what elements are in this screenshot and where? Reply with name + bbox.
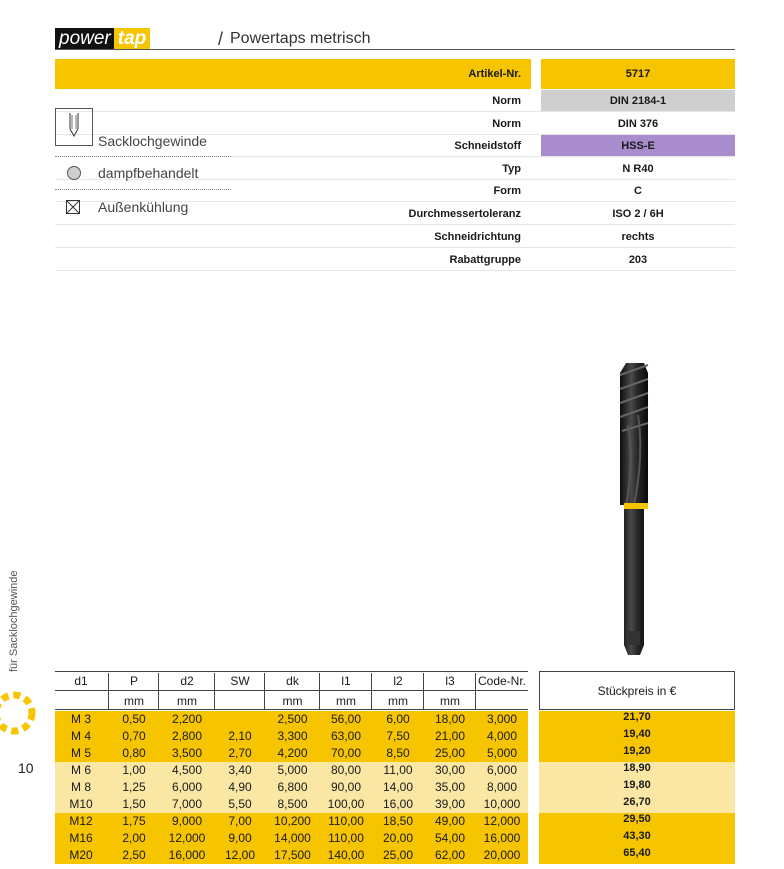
spec-label: Artikel-Nr. [468,68,521,80]
table-cell: 0,70 [122,729,146,743]
table-cell: 11,00 [383,763,413,777]
spec-value: DIN 376 [617,118,659,130]
table-cell: 2,200 [171,712,203,726]
column-divider [108,673,109,709]
spec-value: rechts [621,231,655,243]
spec-label: Norm [492,95,521,107]
logo-tap: tap [114,28,151,49]
table-cell: 8,500 [277,797,308,811]
price-row [539,728,735,745]
table-row [55,830,528,847]
spec-label: Form [493,185,521,197]
table-cell: 4,90 [228,780,252,794]
table-cell: 1,25 [122,780,146,794]
table-cell: 110,00 [328,814,364,828]
table-row [55,813,528,830]
spec-label: Rabattgruppe [449,254,521,266]
column-header: d1 [74,674,88,688]
table-cell: 49,00 [434,814,466,828]
table-cell: 4,500 [171,763,203,777]
table-row [55,762,528,779]
column-divider [423,673,424,709]
feature-label: Sacklochgewinde [98,133,207,149]
column-unit: mm [177,694,197,708]
column-divider [371,673,372,709]
table-cell: 7,00 [228,814,252,828]
table-cell: 110,00 [328,831,364,845]
table-cell: 6,000 [486,763,518,777]
table-cell: 8,50 [386,746,410,760]
price-row [539,847,735,864]
spec-label: Norm [492,118,521,130]
table-row [55,711,528,728]
table-cell: 18,00 [434,712,466,726]
column-divider [264,673,265,709]
price-value: 21,70 [623,711,651,723]
table-cell: 6,00 [386,712,410,726]
table-cell: 10,000 [483,797,521,811]
table-cell: 20,000 [483,848,521,862]
table-cell: 6,800 [277,780,308,794]
table-cell: 2,10 [228,729,252,743]
feature-label: dampfbehandelt [98,165,199,181]
spec-value: DIN 2184-1 [609,95,667,107]
column-unit: mm [282,694,303,708]
table-cell: M 4 [70,729,91,743]
column-header: l1 [341,674,351,688]
price-value: 29,50 [623,813,651,825]
table-cell: 12,000 [168,831,206,845]
feature-sacklochgewinde [55,108,231,157]
table-cell: 18,50 [382,814,414,828]
feature-label: Außenkühlung [98,199,189,215]
table-cell: 8,000 [486,780,518,794]
table-cell: 0,80 [122,746,146,760]
column-unit: mm [388,694,408,708]
circle-icon [67,166,81,180]
spec-label: Schneidstoff [454,140,521,152]
table-cell: 4,000 [486,729,518,743]
table-cell: 2,500 [277,712,308,726]
price-header: Stückpreis in € [597,683,677,698]
table-cell: M10 [69,797,93,811]
table-cell: 3,000 [486,712,518,726]
table-cell: 1,00 [122,763,146,777]
header-slash: / [218,29,224,49]
price-value: 43,30 [623,830,651,842]
table-cell: 20,00 [382,831,414,845]
spec-value: HSS-E [621,140,655,152]
table-cell: 5,000 [486,746,518,760]
column-header: l2 [393,674,403,688]
table-cell: 12,000 [483,814,521,828]
spec-value: ISO 2 / 6H [612,208,664,220]
table-cell: M20 [69,848,93,862]
column-header: d2 [180,674,194,688]
page-header [55,28,735,50]
spec-label-band [55,59,531,89]
table-cell: 10,200 [274,814,311,828]
crossed-box-icon [66,200,80,214]
spec-value: 5717 [625,68,651,80]
spec-divider [55,224,735,225]
header-rule [55,709,528,710]
table-cell: 140,00 [327,848,365,862]
price-header-box [539,671,735,710]
table-cell: 16,000 [168,848,206,862]
column-header: l3 [445,674,455,688]
gear-icon [0,683,44,743]
table-cell: 2,70 [228,746,252,760]
price-row [539,830,735,847]
price-row [539,813,735,830]
table-cell: 7,000 [171,797,203,811]
spec-label: Schneidrichtung [434,231,521,243]
column-header: dk [286,674,299,688]
table-cell: M 3 [70,712,91,726]
price-value: 18,90 [623,762,651,774]
table-cell: 14,000 [274,831,311,845]
table-cell: 5,50 [228,797,252,811]
table-cell: 1,75 [122,814,146,828]
table-cell: 9,000 [171,814,203,828]
feature-aussenkuehlung [55,190,231,224]
table-cell: 7,50 [386,729,410,743]
table-cell: 9,00 [228,831,252,845]
table-cell: 30,00 [434,763,466,777]
page-number: 10 [18,760,34,776]
table-cell: 3,500 [171,746,203,760]
price-value: 19,80 [623,779,651,791]
spec-row-artikel [55,59,735,89]
table-cell: 21,00 [434,729,466,743]
table-cell: 90,00 [330,780,362,794]
spec-label: Durchmessertoleranz [408,208,521,220]
logo-power: power [55,28,114,49]
table-cell: 2,50 [122,848,146,862]
brand-logo [55,28,150,49]
column-unit: mm [124,694,144,708]
feature-dampfbehandelt [55,157,231,190]
table-row [55,847,528,864]
price-value: 19,20 [623,745,651,757]
table-cell: 35,00 [434,780,466,794]
column-header: SW [230,674,250,688]
table-cell: M16 [69,831,93,845]
table-cell: 54,00 [434,831,466,845]
spec-divider [55,247,735,248]
table-cell: 1,50 [122,797,146,811]
table-cell: 100,00 [327,797,365,811]
table-cell: 56,00 [330,712,362,726]
table-cell: M 6 [70,763,91,777]
table-cell: 14,00 [382,780,414,794]
table-cell: M 5 [70,746,91,760]
table-row [55,728,528,745]
price-value: 19,40 [623,728,651,740]
table-row [55,796,528,813]
column-unit: mm [336,694,356,708]
table-row [55,779,528,796]
side-section-label: für Sacklochgewinde [8,570,20,672]
price-value: 65,40 [623,847,651,859]
table-cell: 25,00 [382,848,414,862]
table-cell: 63,00 [330,729,362,743]
price-value: 26,70 [623,796,651,808]
table-cell: 16,00 [382,797,414,811]
table-cell: 6,000 [171,780,203,794]
column-divider [475,673,476,709]
table-cell: 17,500 [274,848,311,862]
spec-value: N R40 [622,163,654,175]
table-cell: M 8 [70,780,91,794]
column-divider [214,673,215,709]
price-row [539,796,735,813]
column-divider [319,673,320,709]
table-cell: 5,000 [277,763,308,777]
table-cell: 39,00 [434,797,466,811]
table-cell: 70,00 [330,746,362,760]
table-cell: 16,000 [483,831,521,845]
spec-row-rabattgruppe [55,249,735,271]
tap-tool-image [604,355,664,665]
table-cell: 25,00 [434,746,466,760]
spec-divider [55,270,735,271]
spec-value: C [634,185,642,197]
table-cell: 0,50 [122,712,146,726]
spec-label: Typ [502,163,521,175]
column-divider [158,673,159,709]
table-cell: M12 [69,814,93,828]
column-header: P [129,674,138,688]
price-row [539,711,735,728]
table-cell: 3,40 [228,763,252,777]
price-row [539,745,735,762]
table-cell: 2,800 [171,729,203,743]
spec-value: 203 [628,254,648,266]
table-cell: 62,00 [434,848,466,862]
header-rule [55,671,528,672]
page-title: Powertaps metrisch [230,30,371,47]
table-cell: 4,200 [277,746,308,760]
table-cell: 2,00 [122,831,146,845]
table-cell: 12,00 [224,848,256,862]
spec-row-schneidrichtung [55,226,735,248]
column-header: Code-Nr. [477,674,527,688]
table-cell: 3,300 [277,729,308,743]
table-cell: 80,00 [330,763,362,777]
table-row [55,745,528,762]
header-rule [55,690,528,691]
blind-hole-icon [55,108,93,146]
price-row [539,762,735,779]
column-unit: mm [440,694,460,708]
price-row [539,779,735,796]
